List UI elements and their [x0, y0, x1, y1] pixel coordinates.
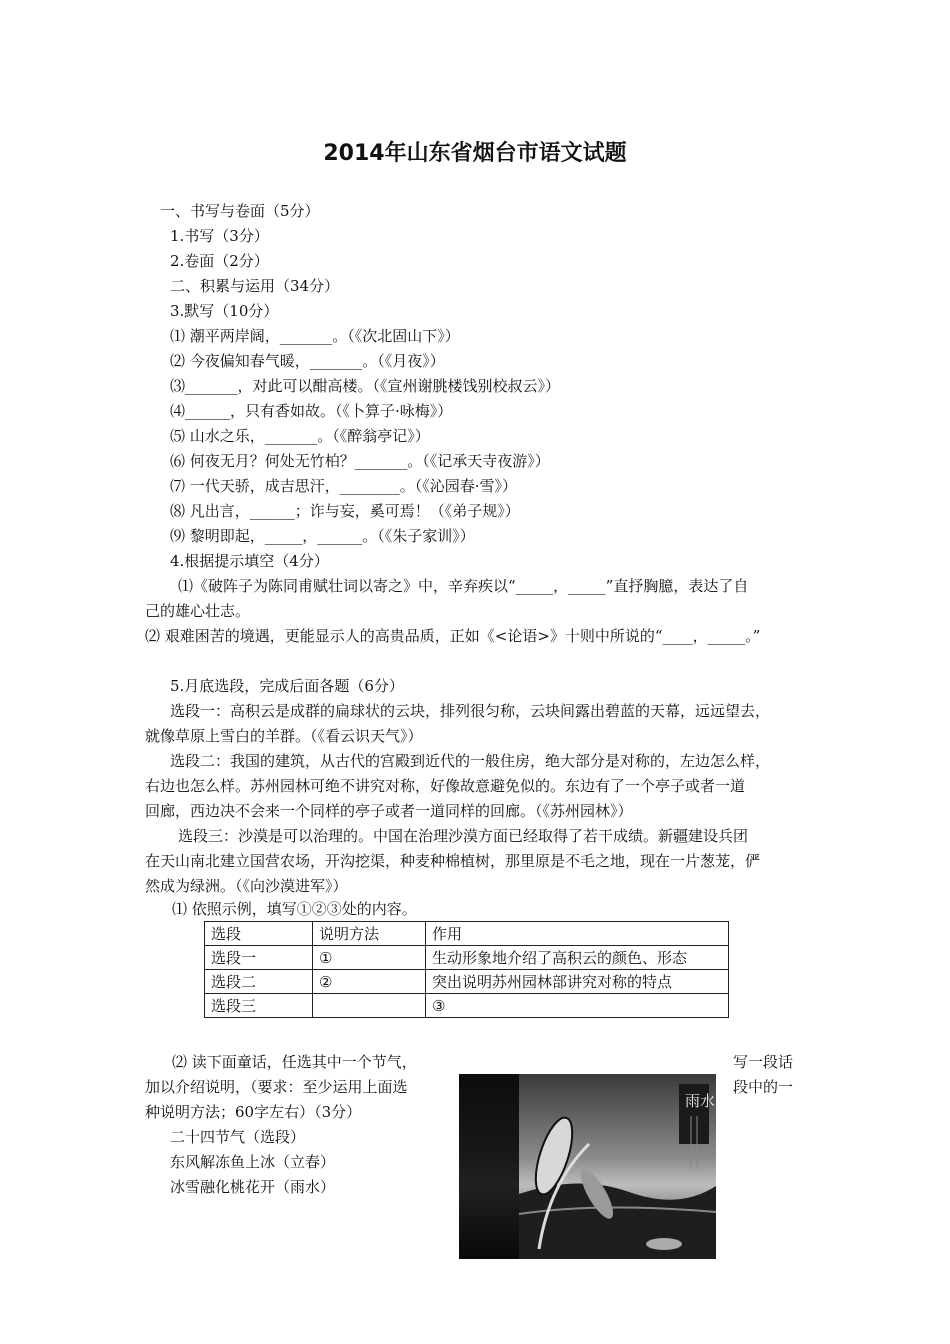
table-header-cell: 说明方法 [313, 922, 426, 946]
question-line: ⑼ 黎明即起，_____，______。（《朱子家训》） [170, 527, 475, 545]
question-line: 2.卷面（2分） [170, 252, 269, 270]
question-line: 种说明方法；60字左右）（3分） [145, 1103, 362, 1121]
table-row [205, 946, 729, 970]
method-table [204, 921, 729, 1018]
table-cell [313, 994, 426, 1018]
section-heading-1: 一、书写与卷面（5分） [160, 202, 320, 220]
table-cell: 生动形象地介绍了高积云的颜色、形态 [426, 946, 729, 970]
question-line: ⑻ 凡出言，______；诈与妄，奚可焉！（《弟子规》） [170, 502, 520, 520]
passage-line: 在天山南北建立国营农场，开沟挖渠，种麦种棉植树，那里原是不毛之地，现在一片葱茏，俨 [145, 852, 761, 870]
question-line: ⑷______，只有香如故。（《卜算子·咏梅》） [170, 402, 453, 420]
question-line: 3.默写（10分） [170, 302, 279, 320]
table-cell: 选段一 [205, 946, 313, 970]
question-line: 1.书写（3分） [170, 227, 269, 245]
passage-line: 二十四节气（选段） [170, 1128, 306, 1146]
question-line: 写一段话 [733, 1053, 794, 1071]
passage-line: 选段一：高积云是成群的扁球状的云块，排列很匀称，云块间露出碧蓝的天幕，远远望去， [170, 702, 771, 720]
question-line: 4.根据提示填空（4分） [170, 552, 329, 570]
passage-line: 东风解冻鱼上冰（立春） [170, 1153, 336, 1171]
question-line: ⑵ 今夜偏知春气暖，_______。（《月夜》） [170, 352, 445, 370]
passage-line: 冰雪融化桃花开（雨水） [170, 1178, 336, 1196]
table-row [205, 970, 729, 994]
question-line: ⑵ 读下面童话，任选其中一个节气， [172, 1053, 417, 1071]
question-line: ⑸ 山水之乐，_______。（《醉翁亭记》） [170, 427, 430, 445]
table-header-cell: 选段 [205, 922, 313, 946]
table-row [205, 994, 729, 1018]
question-line: ⑵ 艰难困苦的境遇，更能显示人的高贵品质，正如《<论语>》十则中所说的“____，_____。” [145, 627, 761, 645]
table-header-cell: 作用 [426, 922, 729, 946]
question-line: ⑹ 何夜无月？何处无竹柏？_______。（《记承天寺夜游》） [170, 452, 550, 470]
rain-water-solar-term-illustration [459, 1074, 716, 1259]
passage-line: 选段二：我国的建筑，从古代的宫殿到近代的一般住房，绝大部分是对称的，左边怎么样， [170, 752, 771, 770]
passage-line: 然成为绿洲。（《向沙漠进军》） [145, 877, 348, 895]
question-line: ⑺ 一代天骄，成吉思汗，________。（《沁园春·雪》） [170, 477, 518, 495]
illustration-caption: 雨水 [685, 1092, 716, 1110]
passage-line: 回廊，西边决不会来一个同样的亭子或者一道同样的回廊。（《苏州园林》） [145, 802, 633, 820]
section-heading-2: 二、积累与运用（34分） [170, 277, 340, 295]
question-line: 段中的一 [733, 1078, 794, 1096]
table-cell: ② [313, 970, 426, 994]
question-line: ⑶_______，对此可以酣高楼。（《宣州谢朓楼饯别校叔云》） [170, 377, 561, 395]
question-line: 5.月底选段，完成后面各题（6分） [170, 677, 404, 695]
table-cell: 突出说明苏州园林部讲究对称的特点 [426, 970, 729, 994]
illustration-graphic [459, 1074, 716, 1259]
table-cell: 选段三 [205, 994, 313, 1018]
passage-line: 选段三：沙漠是可以治理的。中国在治理沙漠方面已经取得了若干成绩。新疆建设兵团 [178, 827, 749, 845]
question-line: ⑴ 潮平两岸阔，_______。（《次北固山下》） [170, 327, 460, 345]
table-cell: ③ [426, 994, 729, 1018]
question-line: 己的雄心壮志。 [145, 602, 251, 620]
question-line: ⑴《破阵子为陈同甫赋壮词以寄之》中，辛弃疾以“_____，_____”直抒胸臆，表达了自 [178, 577, 749, 595]
table-header-row [205, 922, 729, 946]
question-line: ⑴ 依照示例，填写①②③处的内容。 [172, 900, 417, 918]
table-cell: 选段二 [205, 970, 313, 994]
passage-line: 右边也怎么样。苏州园林可绝不讲究对称，好像故意避免似的。东边有了一个亭子或者一道 [145, 777, 746, 795]
question-line: 加以介绍说明，（要求：至少运用上面选 [145, 1078, 408, 1096]
page-title: 2014年山东省烟台市语文试题 [323, 141, 627, 166]
table-cell: ① [313, 946, 426, 970]
passage-line: 就像草原上雪白的羊群。（《看云识天气》） [145, 727, 423, 745]
